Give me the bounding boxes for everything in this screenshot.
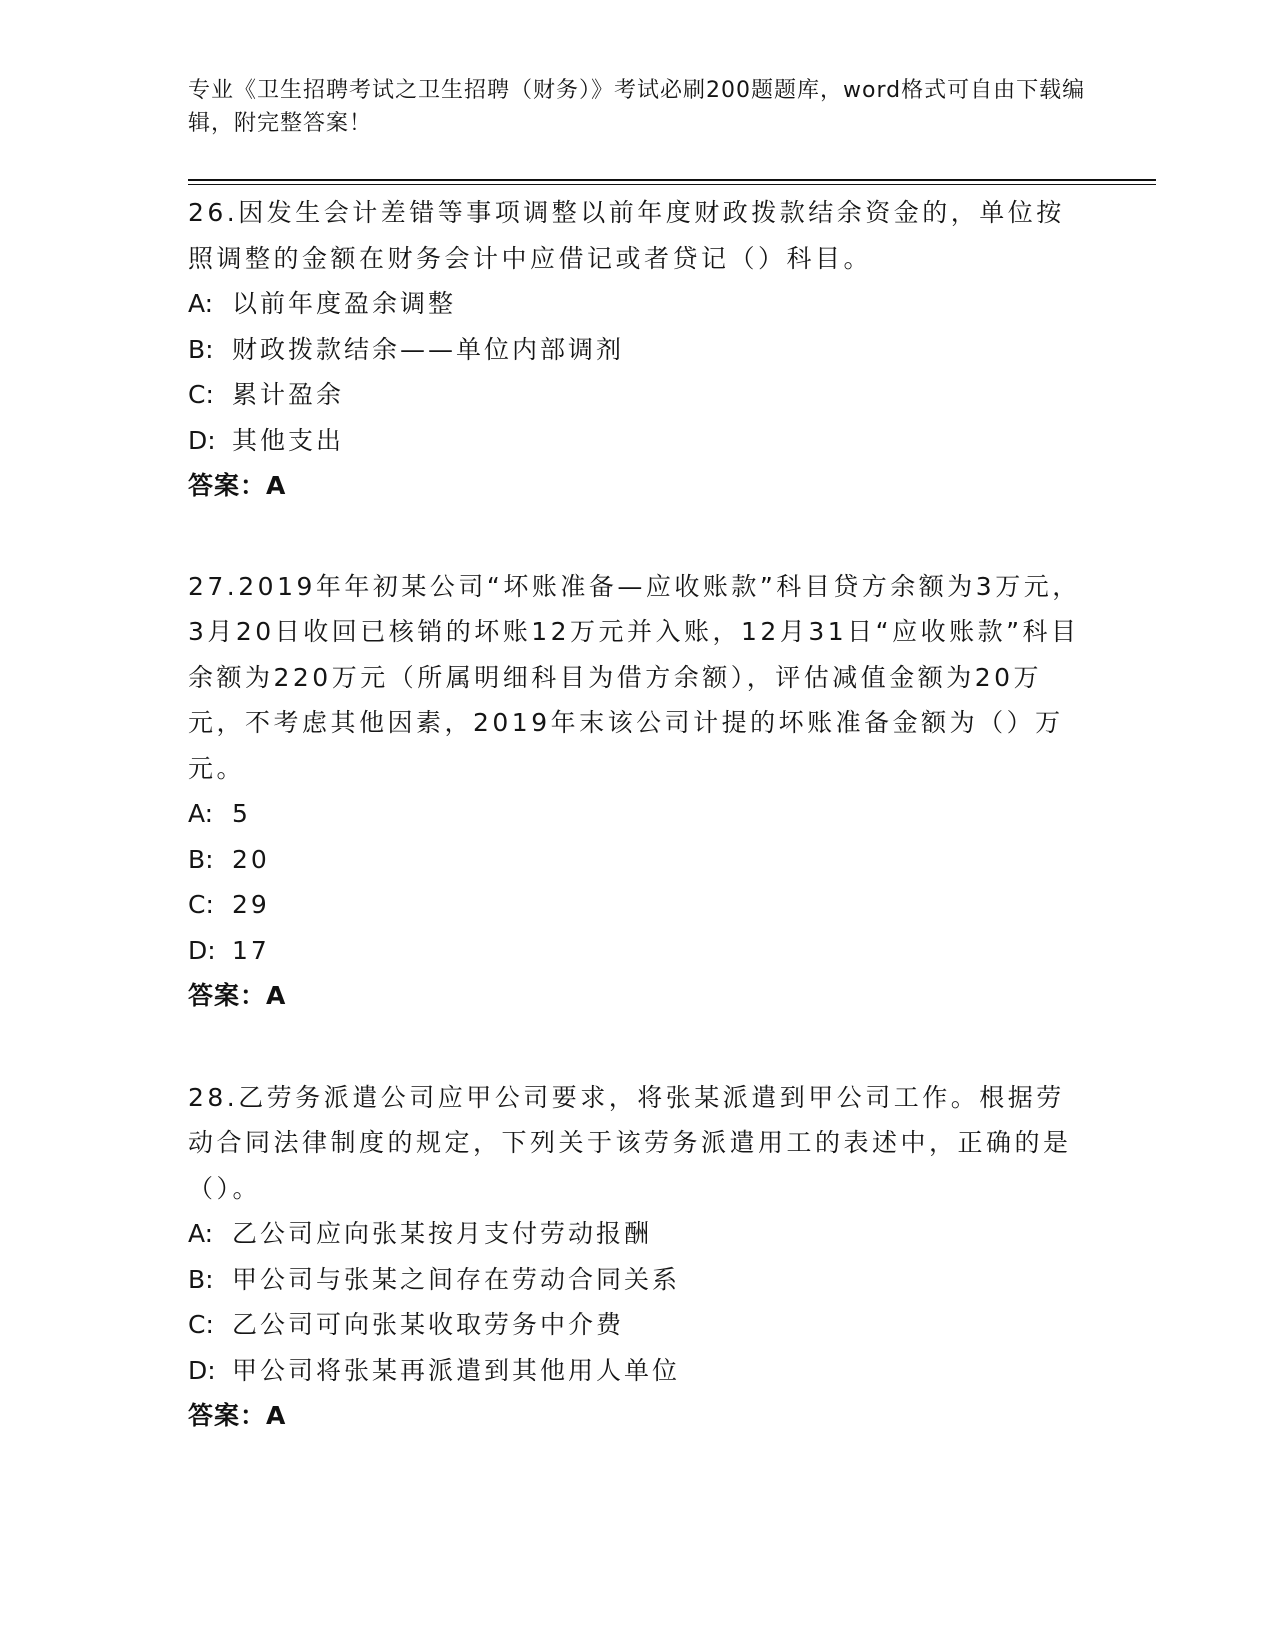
option-letter: C: <box>188 890 214 919</box>
option-letter: D: <box>188 1355 216 1385</box>
option-letter: B: <box>188 844 214 874</box>
option-letter: A: <box>188 799 214 828</box>
option-a <box>188 791 1088 837</box>
answer-label: 答案：A <box>188 471 287 500</box>
answer-label: 答案：A <box>188 981 287 1010</box>
option-c <box>188 372 1088 418</box>
document-header: 专业《卫生招聘考试之卫生招聘（财务）》考试必刷200题题库，word格式可自由下载编辑，附完整答案！ <box>188 78 1086 136</box>
option-text: 29 <box>232 890 270 919</box>
option-b <box>188 1257 1088 1303</box>
question-list <box>188 190 1088 1439</box>
option-text: 其他支出 <box>232 425 345 455</box>
question-stem: 27.2019年年初某公司“坏账准备—应收账款”科目贷方余额为3万元，3月20日收回已核销的坏账12万元并入账，12月31日“应收账款”科目余额为220万元（所属明细科目为借方余额），评估减值金额为20万元，不考虑其他因素，2019年末该公司计提的坏账准备金额为（）万元。 <box>188 571 1081 783</box>
question-stem: 28.乙劳务派遣公司应甲公司要求，将张某派遣到甲公司工作。根据劳动合同法律制度的规定，下列关于该劳务派遣用工的表述中，正确的是（）。 <box>188 1082 1072 1203</box>
option-b <box>188 327 1088 373</box>
option-text: 甲公司与张某之间存在劳动合同关系 <box>232 1264 681 1294</box>
question-28 <box>188 1075 1088 1439</box>
question-26 <box>188 190 1088 509</box>
question-stem: 26.因发生会计差错等事项调整以前年度财政拨款结余资金的，单位按照调整的金额在财务会计中应借记或者贷记（）科目。 <box>188 198 1065 273</box>
option-c <box>188 882 1088 928</box>
header-divider-thin <box>188 184 1156 185</box>
option-text: 乙公司应向张某按月支付劳动报酬 <box>232 1219 653 1248</box>
option-letter: D: <box>188 935 216 965</box>
option-letter: C: <box>188 1310 214 1339</box>
option-letter: B: <box>188 1264 214 1294</box>
option-text: 乙公司可向张某收取劳务中介费 <box>232 1310 625 1339</box>
option-text: 20 <box>232 844 270 874</box>
option-c <box>188 1302 1088 1348</box>
header-divider-thick <box>188 179 1156 181</box>
answer-label: 答案：A <box>188 1401 287 1430</box>
option-b <box>188 837 1088 883</box>
question-27 <box>188 564 1088 1019</box>
option-a <box>188 281 1088 327</box>
option-letter: A: <box>188 289 214 318</box>
option-letter: D: <box>188 425 216 455</box>
option-text: 5 <box>232 799 251 828</box>
option-text: 财政拨款结余——单位内部调剂 <box>232 334 625 364</box>
option-text: 以前年度盈余调整 <box>232 289 457 318</box>
option-letter: C: <box>188 380 214 409</box>
option-text: 甲公司将张某再派遣到其他用人单位 <box>232 1355 681 1385</box>
option-letter: A: <box>188 1219 214 1248</box>
option-d <box>188 418 1088 464</box>
option-text: 累计盈余 <box>232 380 345 409</box>
option-text: 17 <box>232 935 270 965</box>
option-letter: B: <box>188 334 214 364</box>
option-d <box>188 928 1088 974</box>
option-a <box>188 1211 1088 1257</box>
option-d <box>188 1348 1088 1394</box>
